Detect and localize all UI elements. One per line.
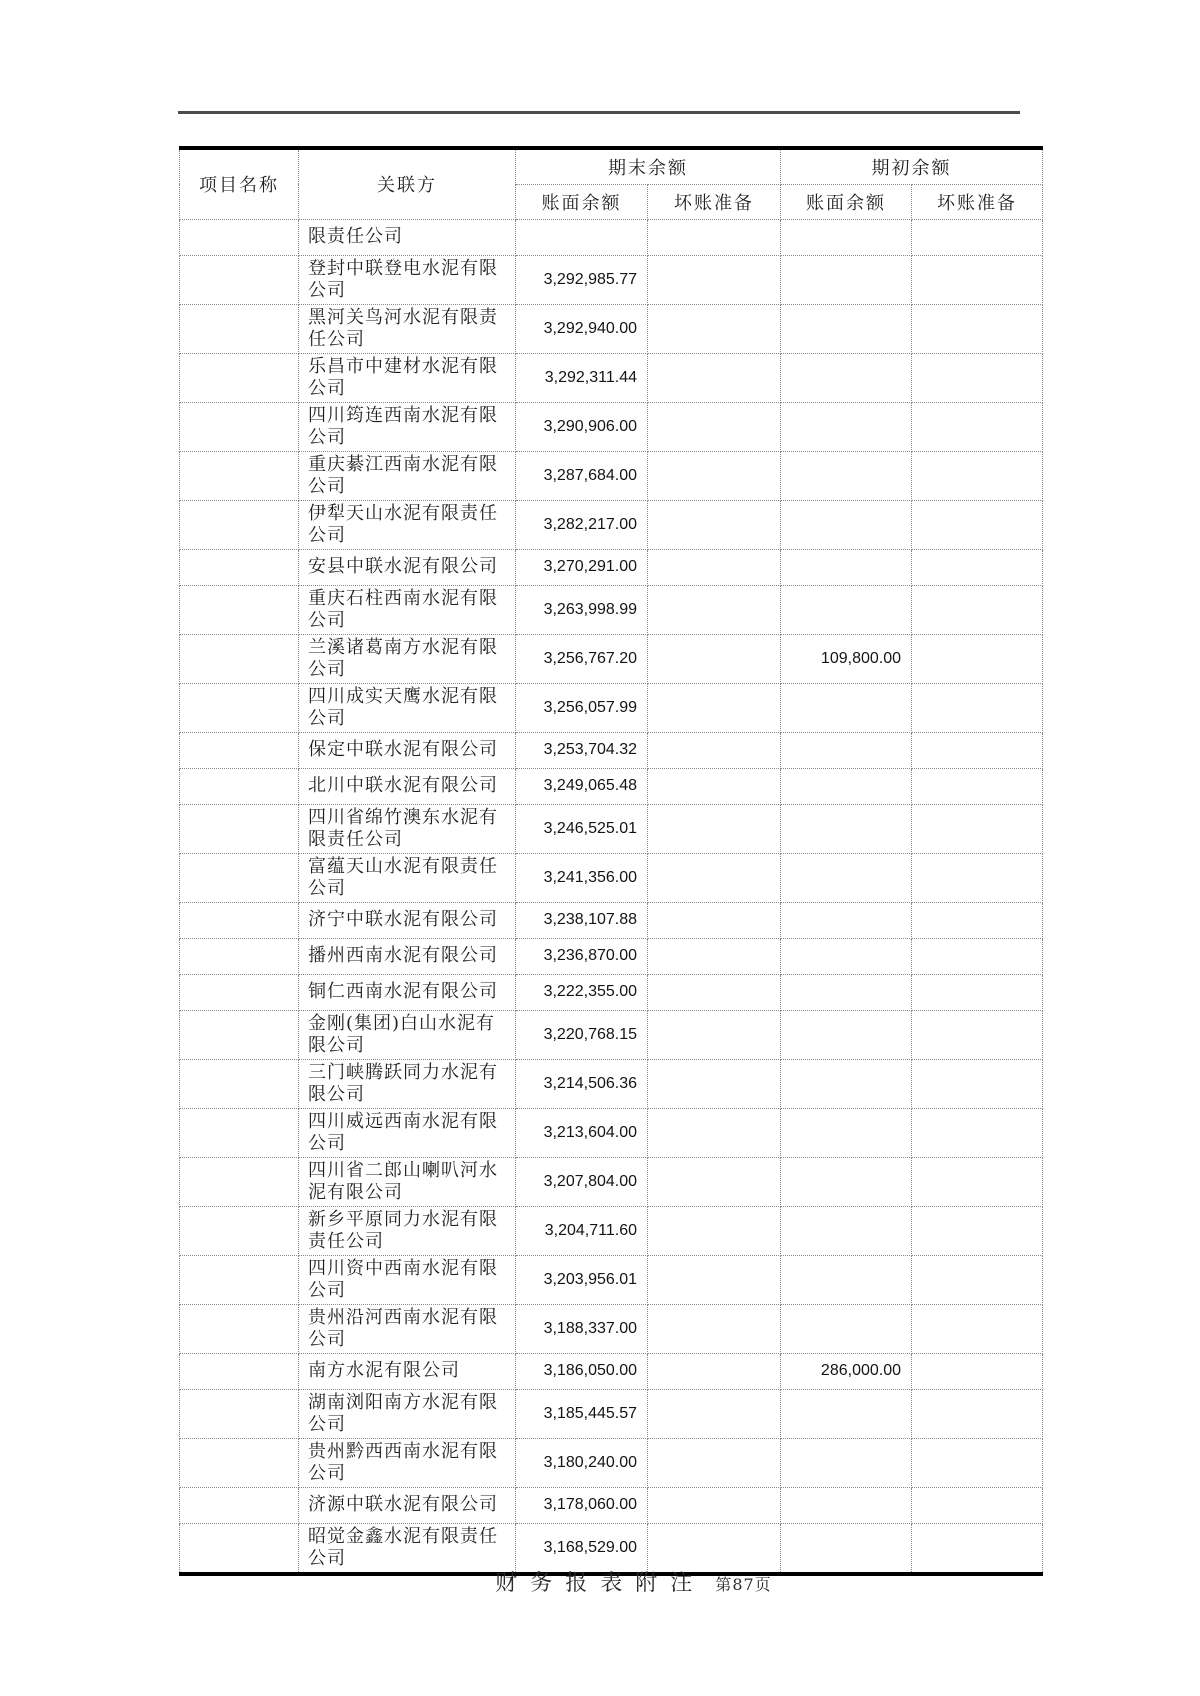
table-row xyxy=(180,549,1043,585)
cell-ending-bad-debt xyxy=(648,938,781,974)
cell-ending-bad-debt xyxy=(648,1304,781,1353)
header-related-party: 关联方 xyxy=(299,148,516,219)
cell-related-party: 登封中联登电水泥有限公司 xyxy=(299,255,516,304)
cell-ending-book-balance: 3,238,107.88 xyxy=(516,902,648,938)
cell-item-name xyxy=(180,255,299,304)
header-beginning-book-balance: 账面余额 xyxy=(781,184,912,219)
table-row xyxy=(180,1108,1043,1157)
cell-beginning-book-balance xyxy=(781,500,912,549)
table-row xyxy=(180,1059,1043,1108)
cell-ending-bad-debt xyxy=(648,1157,781,1206)
cell-related-party: 四川省绵竹澳东水泥有限责任公司 xyxy=(299,804,516,853)
cell-beginning-book-balance xyxy=(781,255,912,304)
cell-ending-book-balance: 3,220,768.15 xyxy=(516,1010,648,1059)
cell-beginning-book-balance xyxy=(781,768,912,804)
cell-ending-book-balance: 3,290,906.00 xyxy=(516,402,648,451)
table-row xyxy=(180,402,1043,451)
cell-beginning-book-balance xyxy=(781,353,912,402)
header-ending-book-balance: 账面余额 xyxy=(516,184,648,219)
cell-related-party: 金刚(集团)白山水泥有限公司 xyxy=(299,1010,516,1059)
cell-ending-book-balance: 3,287,684.00 xyxy=(516,451,648,500)
cell-item-name xyxy=(180,1487,299,1523)
cell-beginning-book-balance: 109,800.00 xyxy=(781,634,912,683)
cell-ending-bad-debt xyxy=(648,451,781,500)
cell-beginning-bad-debt xyxy=(912,402,1043,451)
table-row xyxy=(180,902,1043,938)
cell-beginning-bad-debt xyxy=(912,1438,1043,1487)
cell-beginning-book-balance xyxy=(781,732,912,768)
table-header xyxy=(180,148,1043,219)
cell-item-name xyxy=(180,353,299,402)
cell-item-name xyxy=(180,1353,299,1389)
cell-related-party: 湖南浏阳南方水泥有限公司 xyxy=(299,1389,516,1438)
page-footer xyxy=(179,1566,1042,1597)
cell-ending-bad-debt xyxy=(648,634,781,683)
cell-related-party: 贵州黔西西南水泥有限公司 xyxy=(299,1438,516,1487)
table-header-row-groups xyxy=(180,148,1043,184)
cell-ending-book-balance: 3,292,985.77 xyxy=(516,255,648,304)
cell-ending-bad-debt xyxy=(648,974,781,1010)
cell-ending-bad-debt xyxy=(648,219,781,255)
cell-beginning-book-balance xyxy=(781,219,912,255)
table-row xyxy=(180,304,1043,353)
cell-ending-bad-debt xyxy=(648,768,781,804)
cell-related-party: 贵州沿河西南水泥有限公司 xyxy=(299,1304,516,1353)
cell-ending-book-balance: 3,249,065.48 xyxy=(516,768,648,804)
cell-item-name xyxy=(180,219,299,255)
cell-ending-book-balance: 3,253,704.32 xyxy=(516,732,648,768)
cell-item-name xyxy=(180,304,299,353)
cell-related-party: 新乡平原同力水泥有限责任公司 xyxy=(299,1206,516,1255)
cell-beginning-book-balance xyxy=(781,804,912,853)
cell-related-party: 北川中联水泥有限公司 xyxy=(299,768,516,804)
cell-item-name xyxy=(180,1255,299,1304)
cell-beginning-book-balance xyxy=(781,853,912,902)
cell-item-name xyxy=(180,402,299,451)
cell-ending-book-balance: 3,256,057.99 xyxy=(516,683,648,732)
cell-ending-book-balance: 3,214,506.36 xyxy=(516,1059,648,1108)
cell-item-name xyxy=(180,500,299,549)
cell-beginning-bad-debt xyxy=(912,549,1043,585)
cell-beginning-book-balance xyxy=(781,1304,912,1353)
cell-ending-bad-debt xyxy=(648,853,781,902)
cell-related-party: 铜仁西南水泥有限公司 xyxy=(299,974,516,1010)
cell-related-party: 限责任公司 xyxy=(299,219,516,255)
cell-beginning-bad-debt xyxy=(912,1157,1043,1206)
table-row xyxy=(180,585,1043,634)
cell-beginning-bad-debt xyxy=(912,853,1043,902)
cell-item-name xyxy=(180,1389,299,1438)
cell-related-party: 伊犁天山水泥有限责任公司 xyxy=(299,500,516,549)
table-row xyxy=(180,683,1043,732)
table-row xyxy=(180,768,1043,804)
cell-related-party: 四川威远西南水泥有限公司 xyxy=(299,1108,516,1157)
cell-item-name xyxy=(180,451,299,500)
cell-related-party: 南方水泥有限公司 xyxy=(299,1353,516,1389)
cell-beginning-bad-debt xyxy=(912,304,1043,353)
cell-ending-book-balance: 3,270,291.00 xyxy=(516,549,648,585)
table-row xyxy=(180,938,1043,974)
cell-ending-book-balance: 3,168,529.00 xyxy=(516,1523,648,1574)
cell-beginning-book-balance xyxy=(781,1438,912,1487)
cell-item-name xyxy=(180,1206,299,1255)
table-row xyxy=(180,1389,1043,1438)
cell-ending-bad-debt xyxy=(648,353,781,402)
cell-ending-book-balance: 3,256,767.20 xyxy=(516,634,648,683)
cell-beginning-book-balance xyxy=(781,974,912,1010)
cell-beginning-bad-debt xyxy=(912,1206,1043,1255)
cell-item-name xyxy=(180,1157,299,1206)
cell-beginning-book-balance: 286,000.00 xyxy=(781,1353,912,1389)
cell-beginning-bad-debt xyxy=(912,1353,1043,1389)
table-body xyxy=(180,219,1043,1574)
cell-item-name xyxy=(180,549,299,585)
cell-beginning-bad-debt xyxy=(912,634,1043,683)
cell-beginning-book-balance xyxy=(781,1206,912,1255)
cell-related-party: 安县中联水泥有限公司 xyxy=(299,549,516,585)
cell-related-party: 重庆石柱西南水泥有限公司 xyxy=(299,585,516,634)
cell-beginning-bad-debt xyxy=(912,1255,1043,1304)
cell-related-party: 乐昌市中建材水泥有限公司 xyxy=(299,353,516,402)
cell-beginning-book-balance xyxy=(781,1157,912,1206)
cell-beginning-bad-debt xyxy=(912,255,1043,304)
cell-ending-book-balance: 3,203,956.01 xyxy=(516,1255,648,1304)
cell-related-party: 昭觉金鑫水泥有限责任公司 xyxy=(299,1523,516,1574)
cell-ending-book-balance: 3,213,604.00 xyxy=(516,1108,648,1157)
cell-beginning-bad-debt xyxy=(912,219,1043,255)
cell-beginning-book-balance xyxy=(781,1059,912,1108)
cell-related-party: 兰溪诸葛南方水泥有限公司 xyxy=(299,634,516,683)
cell-related-party: 四川筠连西南水泥有限公司 xyxy=(299,402,516,451)
table-row xyxy=(180,1157,1043,1206)
cell-item-name xyxy=(180,585,299,634)
cell-ending-book-balance: 3,263,998.99 xyxy=(516,585,648,634)
header-item-name: 项目名称 xyxy=(180,148,299,219)
cell-ending-book-balance: 3,188,337.00 xyxy=(516,1304,648,1353)
cell-beginning-book-balance xyxy=(781,304,912,353)
table-row xyxy=(180,451,1043,500)
cell-item-name xyxy=(180,1108,299,1157)
table-row xyxy=(180,1010,1043,1059)
table-row xyxy=(180,500,1043,549)
cell-ending-bad-debt xyxy=(648,585,781,634)
cell-item-name xyxy=(180,634,299,683)
cell-beginning-book-balance xyxy=(781,683,912,732)
cell-ending-book-balance: 3,292,311.44 xyxy=(516,353,648,402)
cell-ending-bad-debt xyxy=(648,902,781,938)
cell-ending-book-balance: 3,178,060.00 xyxy=(516,1487,648,1523)
header-beginning-bad-debt: 坏账准备 xyxy=(912,184,1043,219)
cell-ending-bad-debt xyxy=(648,1389,781,1438)
cell-ending-book-balance: 3,180,240.00 xyxy=(516,1438,648,1487)
cell-ending-bad-debt xyxy=(648,500,781,549)
cell-beginning-bad-debt xyxy=(912,353,1043,402)
cell-ending-bad-debt xyxy=(648,1255,781,1304)
cell-ending-book-balance: 3,186,050.00 xyxy=(516,1353,648,1389)
cell-beginning-book-balance xyxy=(781,1389,912,1438)
cell-ending-book-balance: 3,241,356.00 xyxy=(516,853,648,902)
cell-beginning-bad-debt xyxy=(912,1389,1043,1438)
page-header-rule xyxy=(178,111,1020,114)
cell-item-name xyxy=(180,804,299,853)
cell-related-party: 四川省二郎山喇叭河水泥有限公司 xyxy=(299,1157,516,1206)
cell-ending-book-balance: 3,246,525.01 xyxy=(516,804,648,853)
cell-ending-book-balance: 3,185,445.57 xyxy=(516,1389,648,1438)
cell-beginning-bad-debt xyxy=(912,1487,1043,1523)
cell-ending-book-balance: 3,282,217.00 xyxy=(516,500,648,549)
cell-beginning-book-balance xyxy=(781,549,912,585)
cell-related-party: 播州西南水泥有限公司 xyxy=(299,938,516,974)
cell-ending-bad-debt xyxy=(648,304,781,353)
table-row xyxy=(180,219,1043,255)
cell-beginning-bad-debt xyxy=(912,1108,1043,1157)
cell-item-name xyxy=(180,974,299,1010)
cell-ending-bad-debt xyxy=(648,549,781,585)
cell-ending-bad-debt xyxy=(648,1487,781,1523)
table-row xyxy=(180,732,1043,768)
cell-related-party: 保定中联水泥有限公司 xyxy=(299,732,516,768)
cell-beginning-book-balance xyxy=(781,585,912,634)
cell-ending-book-balance: 3,207,804.00 xyxy=(516,1157,648,1206)
cell-item-name xyxy=(180,938,299,974)
cell-beginning-bad-debt xyxy=(912,804,1043,853)
table-row xyxy=(180,1206,1043,1255)
cell-related-party: 四川资中西南水泥有限公司 xyxy=(299,1255,516,1304)
cell-ending-bad-debt xyxy=(648,1206,781,1255)
cell-ending-bad-debt xyxy=(648,255,781,304)
cell-ending-bad-debt xyxy=(648,1059,781,1108)
cell-beginning-bad-debt xyxy=(912,451,1043,500)
cell-ending-bad-debt xyxy=(648,1353,781,1389)
cell-item-name xyxy=(180,1010,299,1059)
table-row xyxy=(180,353,1043,402)
table-row xyxy=(180,255,1043,304)
table-row xyxy=(180,853,1043,902)
cell-item-name xyxy=(180,1438,299,1487)
cell-item-name xyxy=(180,683,299,732)
cell-item-name xyxy=(180,732,299,768)
cell-beginning-bad-debt xyxy=(912,1059,1043,1108)
cell-ending-bad-debt xyxy=(648,402,781,451)
cell-beginning-bad-debt xyxy=(912,768,1043,804)
cell-beginning-bad-debt xyxy=(912,1010,1043,1059)
cell-beginning-book-balance xyxy=(781,1487,912,1523)
cell-beginning-bad-debt xyxy=(912,732,1043,768)
cell-related-party: 三门峡腾跃同力水泥有限公司 xyxy=(299,1059,516,1108)
cell-ending-bad-debt xyxy=(648,1010,781,1059)
cell-related-party: 济宁中联水泥有限公司 xyxy=(299,902,516,938)
cell-ending-book-balance: 3,236,870.00 xyxy=(516,938,648,974)
cell-ending-bad-debt xyxy=(648,732,781,768)
related-party-balances-table xyxy=(179,146,1043,1576)
cell-item-name xyxy=(180,853,299,902)
table-row xyxy=(180,974,1043,1010)
header-ending-balance-group: 期末余额 xyxy=(516,148,781,184)
cell-ending-book-balance: 3,222,355.00 xyxy=(516,974,648,1010)
cell-beginning-book-balance xyxy=(781,938,912,974)
cell-ending-bad-debt xyxy=(648,683,781,732)
cell-beginning-book-balance xyxy=(781,902,912,938)
cell-beginning-bad-debt xyxy=(912,938,1043,974)
cell-beginning-book-balance xyxy=(781,1255,912,1304)
footer-page-number: 第87页 xyxy=(715,1575,772,1594)
cell-beginning-bad-debt xyxy=(912,585,1043,634)
cell-ending-bad-debt xyxy=(648,1108,781,1157)
cell-beginning-book-balance xyxy=(781,402,912,451)
table-row xyxy=(180,634,1043,683)
footer-title: 财务报表附注 xyxy=(495,1571,706,1596)
cell-beginning-bad-debt xyxy=(912,683,1043,732)
table-row xyxy=(180,1255,1043,1304)
cell-item-name xyxy=(180,902,299,938)
cell-beginning-bad-debt xyxy=(912,974,1043,1010)
cell-beginning-bad-debt xyxy=(912,902,1043,938)
cell-beginning-bad-debt xyxy=(912,500,1043,549)
cell-beginning-book-balance xyxy=(781,1108,912,1157)
table-row xyxy=(180,1438,1043,1487)
cell-related-party: 富蕴天山水泥有限责任公司 xyxy=(299,853,516,902)
table-row xyxy=(180,1353,1043,1389)
cell-related-party: 济源中联水泥有限公司 xyxy=(299,1487,516,1523)
cell-ending-book-balance xyxy=(516,219,648,255)
cell-related-party: 四川成实天鹰水泥有限公司 xyxy=(299,683,516,732)
table-row xyxy=(180,804,1043,853)
table-row xyxy=(180,1304,1043,1353)
cell-beginning-book-balance xyxy=(781,1010,912,1059)
cell-ending-bad-debt xyxy=(648,804,781,853)
cell-ending-book-balance: 3,204,711.60 xyxy=(516,1206,648,1255)
cell-beginning-book-balance xyxy=(781,451,912,500)
cell-item-name xyxy=(180,1059,299,1108)
cell-related-party: 重庆綦江西南水泥有限公司 xyxy=(299,451,516,500)
cell-item-name xyxy=(180,768,299,804)
cell-related-party: 黑河关鸟河水泥有限责任公司 xyxy=(299,304,516,353)
header-beginning-balance-group: 期初余额 xyxy=(781,148,1043,184)
table-row xyxy=(180,1487,1043,1523)
cell-beginning-bad-debt xyxy=(912,1304,1043,1353)
cell-item-name xyxy=(180,1304,299,1353)
cell-ending-bad-debt xyxy=(648,1438,781,1487)
header-ending-bad-debt: 坏账准备 xyxy=(648,184,781,219)
cell-ending-book-balance: 3,292,940.00 xyxy=(516,304,648,353)
